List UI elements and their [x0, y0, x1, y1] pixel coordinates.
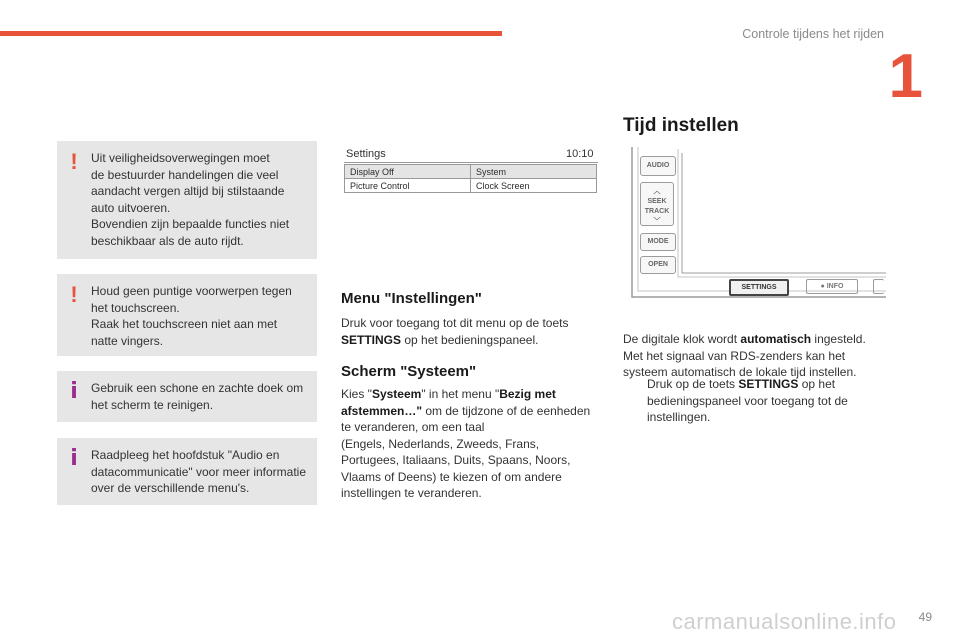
- time-paragraph: [623, 331, 893, 381]
- bullet-start: Druk op de toets: [647, 377, 739, 391]
- chapter-number: 1: [888, 42, 923, 111]
- settings-menu-table: [344, 164, 597, 193]
- bezig-keyword: Bezig met afstemmen…": [341, 387, 556, 418]
- settings-row: [345, 165, 597, 179]
- bullet-end: op het bedieningspaneel voor toegang tot de instellingen.: [647, 377, 848, 424]
- time-bullet-text: [647, 376, 887, 426]
- warning-note-safety: [57, 141, 317, 259]
- chevron-up-icon: ︿: [653, 188, 661, 195]
- info-button[interactable]: [806, 279, 858, 294]
- next-button-partial[interactable]: [873, 279, 884, 294]
- settings-cell[interactable]: System: [471, 165, 597, 179]
- exclamation-icon: !: [70, 282, 78, 307]
- info-note-reference: [57, 438, 317, 505]
- menu-line1: Druk voor toegang tot dit menu op de toets: [341, 316, 569, 330]
- time-p1-start: De digitale klok wordt: [623, 332, 741, 346]
- chapter-color-bar: [0, 31, 502, 36]
- audio-button[interactable]: AUDIO: [640, 156, 676, 176]
- seek-label: SEEK: [647, 198, 667, 205]
- watermark: carmanualsonline.info: [672, 609, 897, 634]
- settings-button[interactable]: SETTINGS: [729, 279, 789, 296]
- system-kies: Kies ": [341, 387, 372, 401]
- seek-track-button[interactable]: [640, 182, 674, 226]
- settings-cell[interactable]: Picture Control: [345, 179, 471, 193]
- exclamation-icon: !: [70, 149, 78, 174]
- settings-row: [345, 179, 597, 193]
- info-icon: i: [70, 446, 78, 471]
- info-button-label: INFO: [826, 283, 844, 290]
- section-heading-system: Scherm "Systeem": [341, 363, 477, 380]
- settings-cell[interactable]: Display Off: [345, 165, 471, 179]
- settings-screen-title: Settings: [346, 148, 386, 160]
- settings-keyword: SETTINGS: [341, 332, 402, 347]
- settings-cell[interactable]: Clock Screen: [471, 179, 597, 193]
- settings-screen-clock: 10:10: [566, 148, 594, 160]
- time-p1-end: ingesteld. Met het signaal van RDS-zenders kan het systeem automatisch de lokale tijd instellen.: [623, 332, 866, 379]
- page-number: 49: [918, 610, 932, 624]
- section-heading-menu: Menu "Instellingen": [341, 290, 482, 307]
- note-text: Houd geen puntige voorwerpen tegen het touchscreen. Raak het touchscreen niet aan met natte vingers.: [91, 284, 292, 348]
- note-text: Gebruik een schone en zachte doek om het scherm te reinigen.: [91, 381, 304, 412]
- automatisch-keyword: automatisch: [740, 332, 812, 346]
- chevron-down-icon: ﹀: [653, 218, 661, 225]
- info-icon: i: [70, 379, 78, 404]
- dot-icon: ●: [820, 283, 825, 290]
- note-text: Uit veiligheidsoverwegingen moet de bestuurder handelingen die veel aandacht vergen altijd bij stilstaande auto uitvoeren. Bovendien zijn bepaalde functies niet beschikbaar als de auto rijdt.: [91, 151, 290, 248]
- system-paragraph: [341, 386, 603, 502]
- menu-paragraph: [341, 315, 603, 348]
- info-note-cleaning: [57, 371, 317, 422]
- warning-note-touchscreen: [57, 274, 317, 356]
- note-text: Raadpleeg het hoofdstuk "Audio en datacommunicatie" voor meer informatie over de verschillende menu's.: [91, 448, 307, 495]
- settings-keyword: SETTINGS: [738, 377, 799, 391]
- page-title-time: Tijd instellen: [623, 115, 739, 136]
- system-rest: om de tijdzone of de eenheden te veranderen, om een taal (Engels, Nederlands, Zweeds, Frans, Portugees, Italiaans, Duits, Spaans, Noors, Vlaams of Deens) te kiezen of om andere instellingen te veranderen.: [341, 403, 591, 500]
- settings-divider: [344, 162, 598, 163]
- menu-line2: op het bedieningspaneel.: [401, 332, 539, 347]
- systeem-keyword: Systeem: [371, 387, 422, 401]
- mode-button[interactable]: MODE: [640, 233, 676, 251]
- system-in-menu: " in het menu ": [421, 387, 500, 401]
- open-button[interactable]: OPEN: [640, 256, 676, 274]
- running-header: Controle tijdens het rijden: [742, 27, 884, 41]
- track-label: TRACK: [644, 208, 670, 215]
